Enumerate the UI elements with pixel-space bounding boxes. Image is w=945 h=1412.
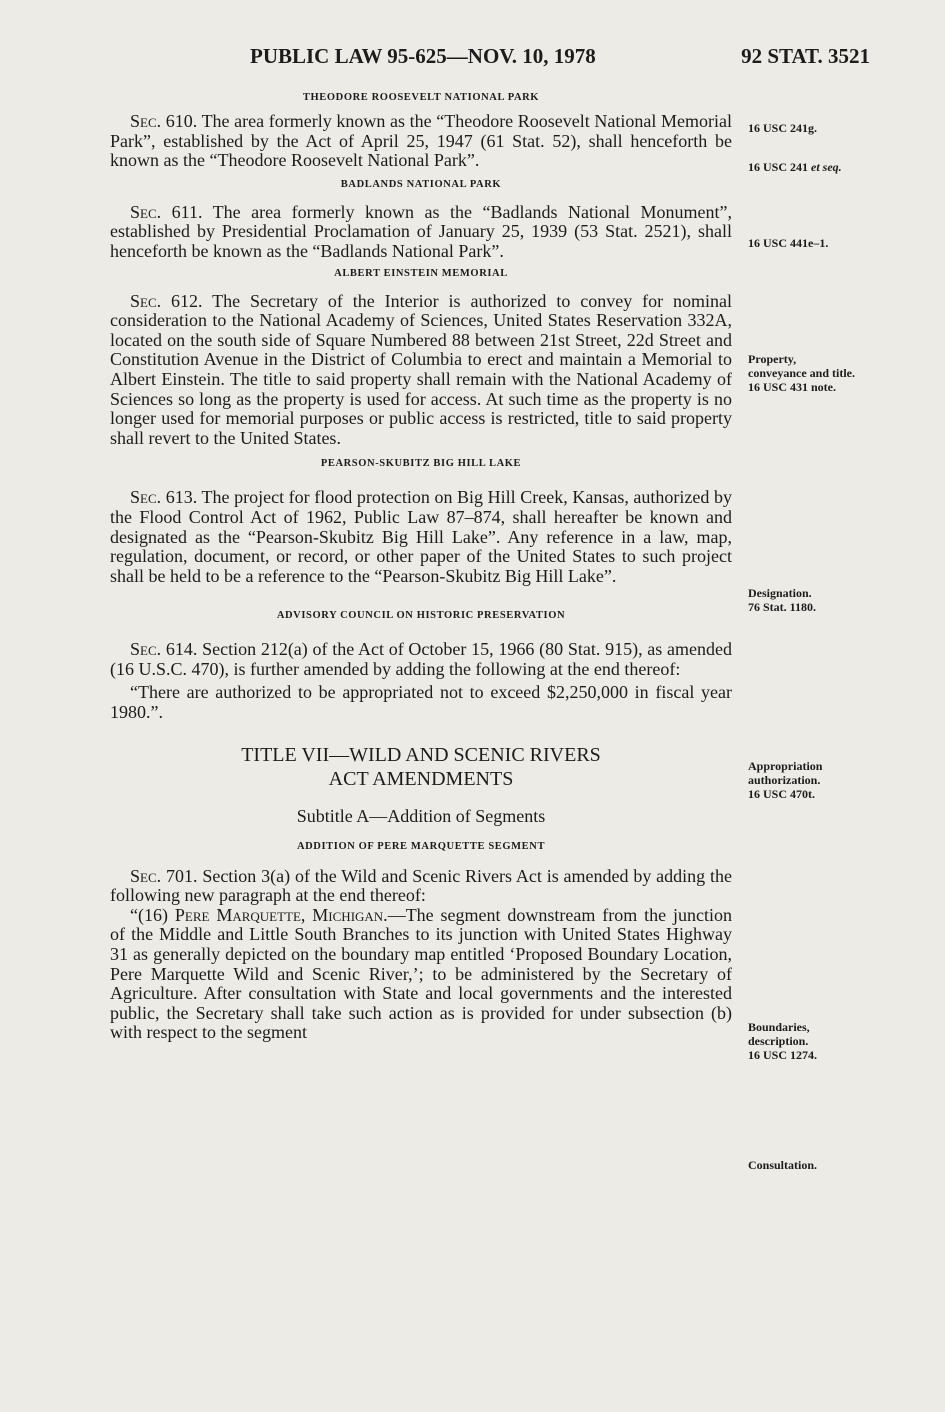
margin-note-text: Property,: [748, 352, 797, 366]
section-heading-610: THEODORE ROOSEVELT NATIONAL PARK: [302, 92, 540, 103]
margin-note-appropriation: [748, 759, 868, 801]
margin-note-property-conveyance: [748, 352, 868, 394]
margin-note-et-seq: et seq.: [811, 160, 842, 174]
section-label-614: Sec. 614.: [130, 639, 198, 660]
body-column: [110, 88, 732, 1043]
section-text-612: The Secretary of the Interior is authorized to convey for nominal consideration to the National Academy of Sciences, United States Reservation 332A, located on the south side of Square Numbered 88 between 21st Street, 22d Street and Constitution Avenue in the District of Columbia to erect and maintain a Memorial to Albert Einstein. The title to said property shall remain with the National Academy of Sciences so long as the property is used for access. At such time as the property is no longer used for memorial purposes or public access is restricted, title to said property shall revert to the United States.: [110, 290, 732, 448]
section-label-613: Sec. 613.: [130, 487, 198, 508]
margin-note-designation: [748, 586, 868, 614]
margin-note-16-usc-241: [748, 160, 868, 174]
margin-note-text: 16 USC 1274.: [748, 1048, 818, 1062]
running-head-stat: 92 STAT. 3521: [741, 44, 870, 68]
running-head-title: PUBLIC LAW 95-625—NOV. 10, 1978: [250, 44, 596, 68]
margin-note-text: 16 USC 431 note.: [748, 380, 837, 394]
margin-note-consultation: [748, 1158, 868, 1172]
section-label-610: Sec. 610.: [130, 111, 198, 131]
section-614: [110, 640, 732, 679]
margin-note-text: description.: [748, 1034, 809, 1048]
margin-note-text: [748, 160, 868, 174]
section-613: [110, 488, 732, 586]
margin-note-text: Consultation.: [748, 1158, 818, 1172]
margin-note-text: 16 USC 241g.: [748, 121, 818, 135]
section-614-quote: “There are authorized to be appropriated not to exceed $2,250,000 in fiscal year 1980.”.: [110, 682, 732, 723]
title-vii-line-1: TITLE VII—WILD AND SCENIC RIVERS: [241, 743, 601, 766]
section-label-611: Sec. 611.: [130, 201, 203, 222]
margin-note-16-usc-441e: [748, 236, 868, 250]
running-head: [110, 44, 870, 74]
margin-note-text: Appropriation: [748, 759, 823, 773]
margin-note-16-usc-241g: [748, 121, 868, 135]
section-text-614: Section 212(a) of the Act of October 15, 1966 (80 Stat. 915), as amended (16 U.S.C. 470), is further amended by adding the following at the end thereof:: [110, 639, 732, 679]
margin-note-text: conveyance and title.: [748, 366, 855, 380]
paragraph-16-lead: “(16): [130, 904, 168, 925]
margin-note-text: authorization.: [748, 773, 821, 787]
section-610: [110, 112, 732, 171]
section-text-613: The project for flood protection on Big Hill Creek, Kansas, authorized by the Flood Control Act of 1962, Public Law 87–874, shall hereafter be known and designated as the “Pearson-Skubitz Big Hill Lake”. Any reference in a law, map, regulation, document, or record, or other paper of the United States to such project shall be held to be a reference to the “Pearson-Skubitz Big Hill Lake”.: [110, 487, 732, 586]
section-text-611: The area formerly known as the “Badlands National Monument”, established by Presidential Proclamation of January 25, 1939 (53 Stat. 2521), shall henceforth be known as the “Badlands National Park”.: [110, 201, 732, 261]
section-text-701: Section 3(a) of the Wild and Scenic Rivers Act is amended by adding the following new paragraph at the end thereof:: [110, 865, 732, 906]
section-612: [110, 292, 732, 449]
paragraph-16-name: Pere Marquette, Michigan.: [174, 904, 388, 925]
section-label-612: Sec. 612.: [130, 290, 203, 311]
subtitle-a: Subtitle A—Addition of Segments: [296, 805, 546, 826]
title-vii-line-2: ACT AMENDMENTS: [328, 767, 514, 790]
section-701: [110, 867, 732, 906]
margin-note-citation: 16 USC 241: [748, 160, 809, 174]
section-611: [110, 203, 732, 262]
margin-note-text: 76 Stat. 1180.: [748, 600, 817, 614]
paragraph-16-text: —The segment downstream from the junction of the Middle and Little South Branches to its junction with United States Highway 31 as generally depicted on the boundary map entitled ‘Proposed Boundary Location, Pere Marquette Wild and Scenic River,’; to be administered by the Secretary of Agriculture. After consultation with State and local governments and the interested public, the Secretary shall take such action as is provided for under subsection (b) with respect to the segment: [110, 904, 733, 1043]
section-heading-701: ADDITION OF PERE MARQUETTE SEGMENT: [296, 840, 546, 852]
section-text-610: The area formerly known as the “Theodore Roosevelt National Memorial Park”, established by the Act of April 25, 1947 (61 Stat. 52), shall henceforth be known as the “Theodore Roosevelt National Park”.: [110, 111, 732, 171]
section-heading-612: ALBERT EINSTEIN MEMORIAL: [334, 267, 508, 279]
section-heading-613: PEARSON-SKUBITZ BIG HILL LAKE: [320, 458, 522, 470]
section-heading-611: BADLANDS NATIONAL PARK: [340, 178, 502, 190]
margin-note-text: 16 USC 441e–1.: [748, 236, 829, 250]
section-heading-614: ADVISORY COUNCIL ON HISTORIC PRESERVATION: [276, 610, 566, 622]
margin-note-text: Designation.: [748, 586, 812, 600]
margin-note-text: Boundaries,: [748, 1020, 810, 1034]
margin-note-text: 16 USC 470t.: [748, 787, 816, 801]
section-701-paragraph-16: [110, 906, 732, 1043]
section-label-701: Sec. 701.: [130, 865, 198, 886]
margin-note-boundaries: [748, 1020, 868, 1062]
